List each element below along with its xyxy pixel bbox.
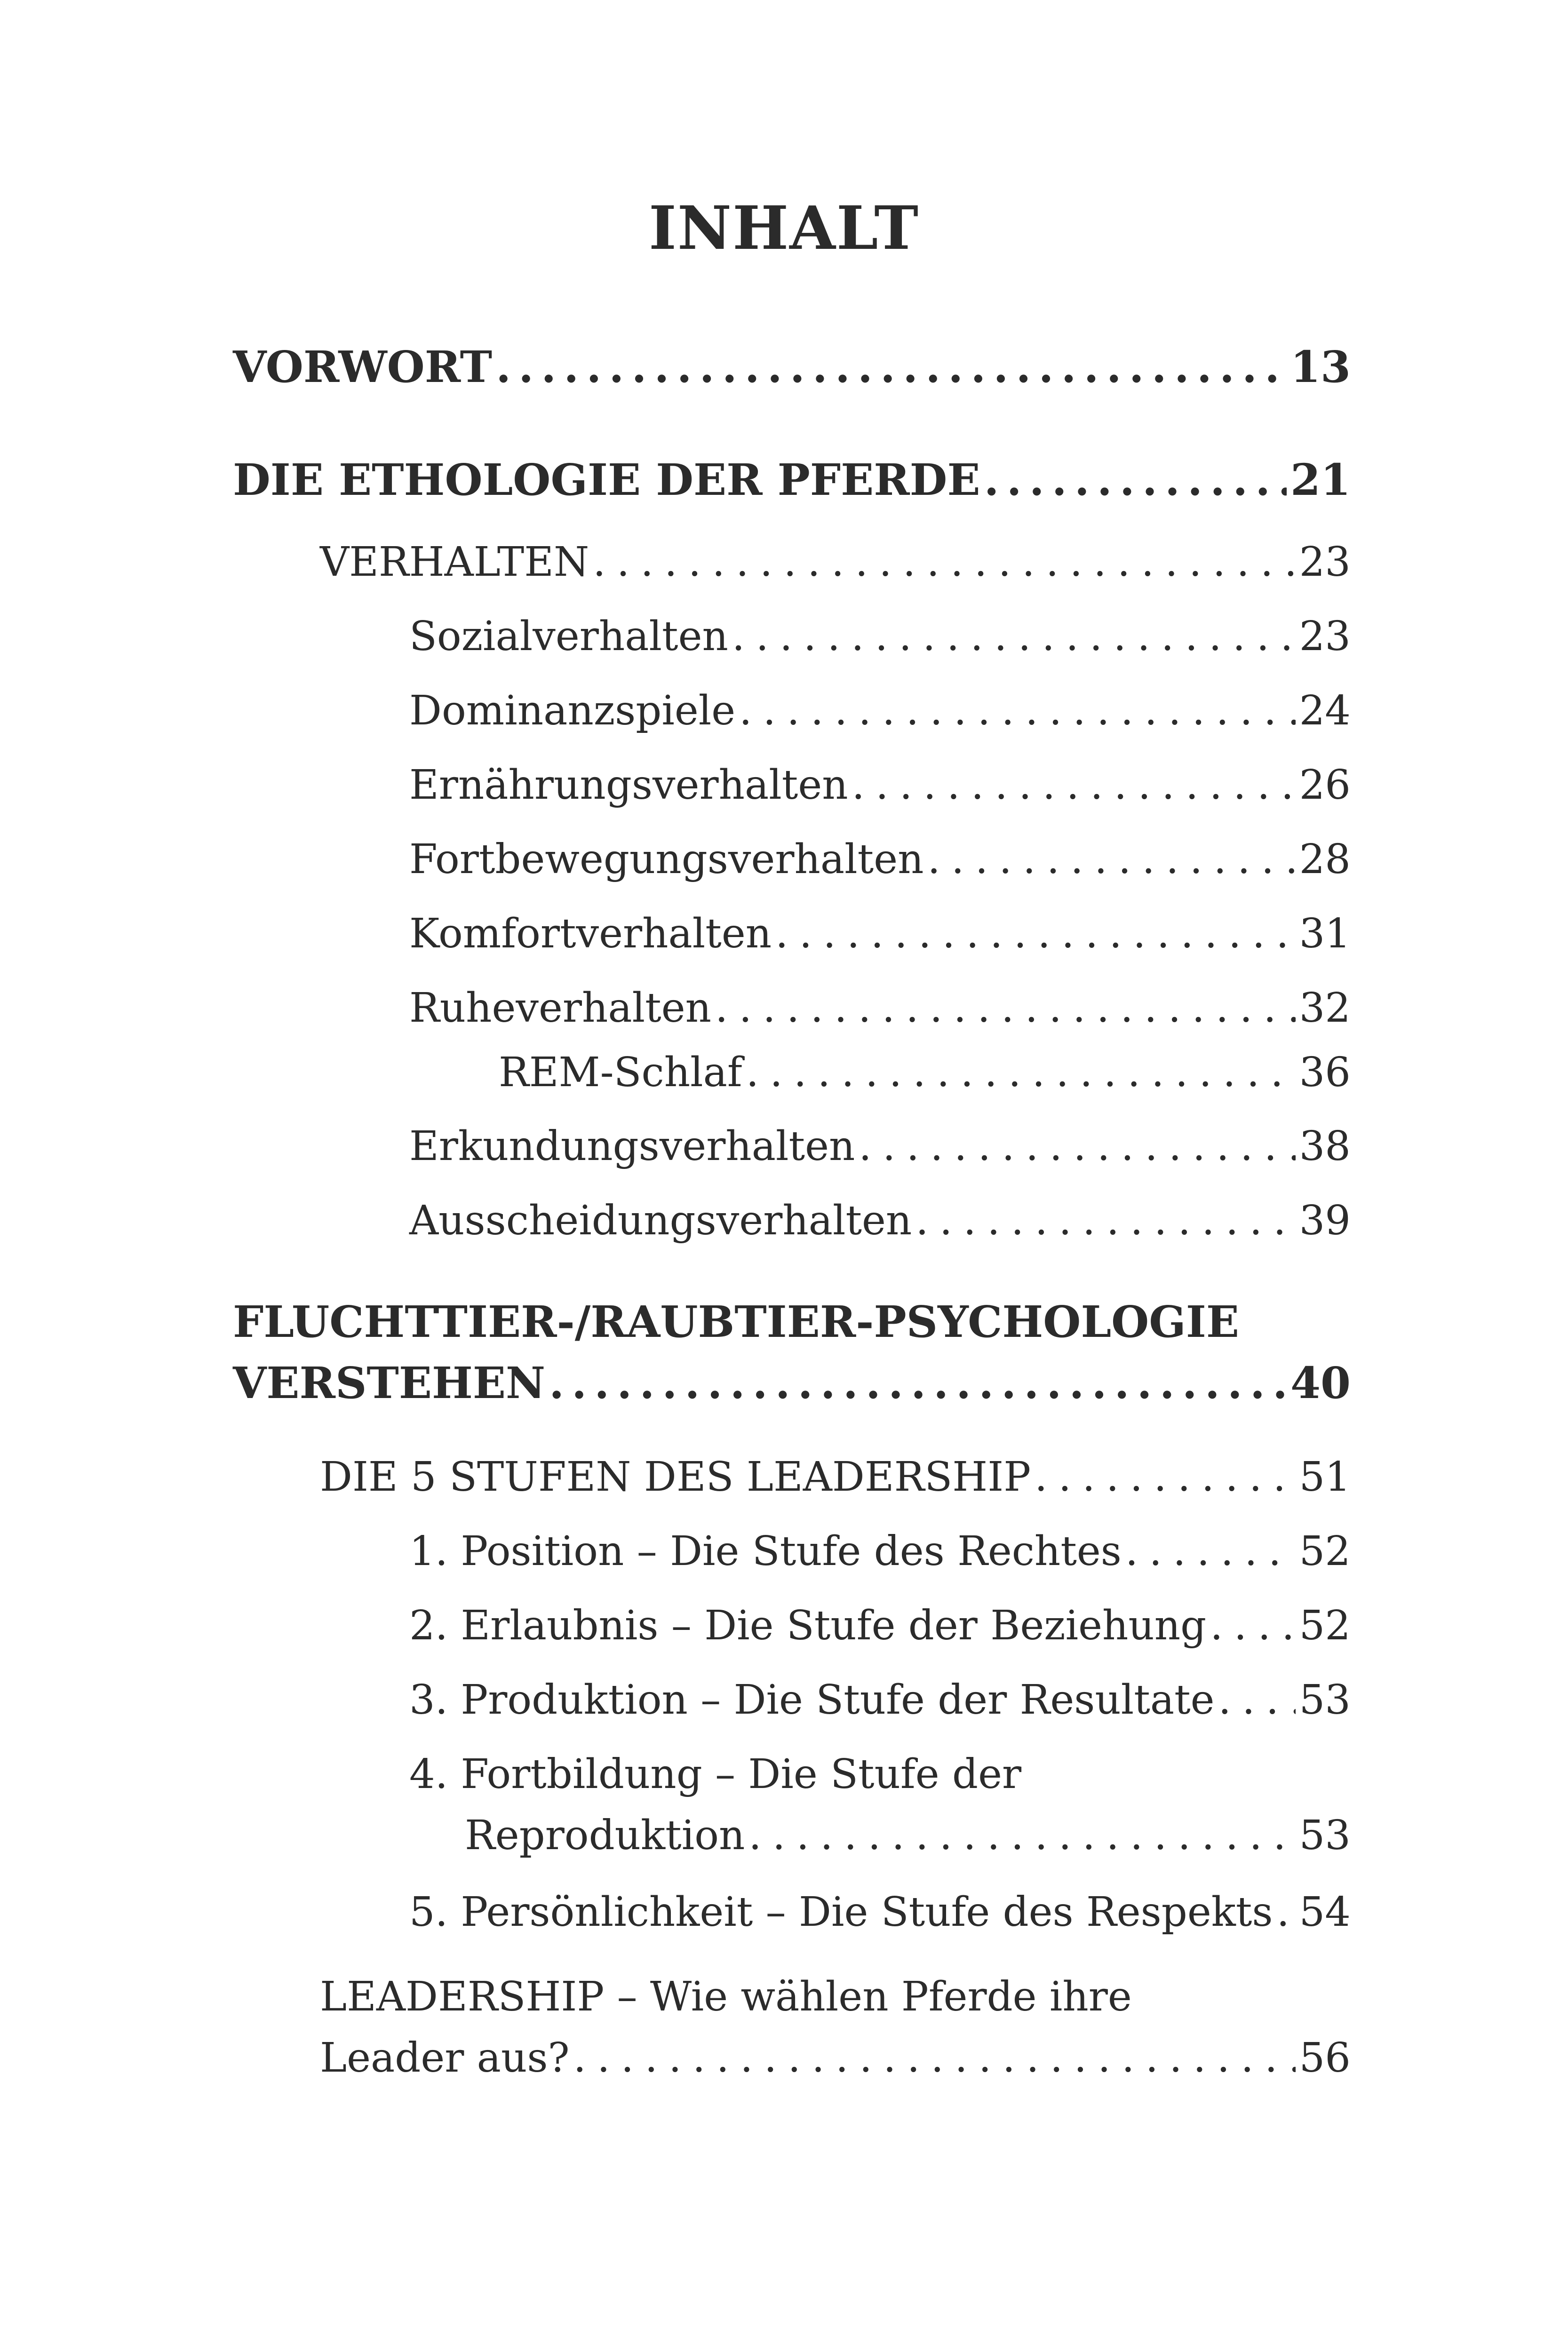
toc-entry[interactable] bbox=[409, 1190, 1351, 1251]
toc-entry-label: Ausscheidungsverhalten bbox=[409, 1197, 912, 1244]
page-title: INHALT bbox=[648, 193, 919, 263]
leader-dots bbox=[739, 680, 1295, 741]
toc-entry[interactable] bbox=[409, 903, 1351, 964]
leader-dots bbox=[915, 1190, 1295, 1251]
toc-entry[interactable] bbox=[233, 336, 1351, 397]
leader-dots bbox=[984, 449, 1287, 510]
toc-entry[interactable] bbox=[499, 1042, 1351, 1103]
toc-entry[interactable] bbox=[409, 755, 1351, 816]
toc-entry[interactable] bbox=[409, 1882, 1351, 1943]
leader-dots bbox=[593, 532, 1295, 593]
toc-entry-label: Dominanzspiele bbox=[409, 687, 736, 734]
toc-entry-label-line1: LEADERSHIP – Wie wählen Pferde ihre bbox=[320, 1973, 1132, 2020]
leader-dots bbox=[1035, 1446, 1295, 1508]
toc-entry-page: 24 bbox=[1299, 687, 1351, 734]
leader-dots bbox=[715, 977, 1296, 1039]
leader-dots bbox=[852, 755, 1296, 816]
toc-entry-label: Reproduktion bbox=[465, 1812, 745, 1859]
toc-entry-page: 38 bbox=[1299, 1123, 1351, 1170]
leader-dots bbox=[732, 606, 1296, 667]
toc-entry-label: Sozialverhalten bbox=[409, 613, 728, 660]
toc-entry-page: 23 bbox=[1299, 613, 1351, 660]
toc-entry-label: Komfortverhalten bbox=[409, 910, 772, 957]
toc-entry-label-line1: 4. Fortbildung – Die Stufe der bbox=[409, 1751, 1022, 1798]
leader-dots bbox=[1210, 1595, 1295, 1656]
toc-entry-page: 23 bbox=[1299, 539, 1351, 586]
toc-entry-page: 52 bbox=[1299, 1528, 1351, 1575]
toc-entry-page: 21 bbox=[1290, 454, 1351, 505]
toc-entry-label: Ruheverhalten bbox=[409, 985, 712, 1032]
toc-entry-page: 26 bbox=[1299, 762, 1351, 809]
toc-entry-page: 28 bbox=[1299, 836, 1351, 883]
toc-entry-label: REM-Schlaf bbox=[499, 1049, 742, 1096]
toc-entry-label: 3. Produktion – Die Stufe der Resultate bbox=[409, 1677, 1215, 1724]
toc-entry-label: Leader aus? bbox=[320, 2034, 570, 2082]
toc-entry-label: 2. Erlaubnis – Die Stufe der Beziehung bbox=[409, 1602, 1207, 1649]
toc-entry[interactable] bbox=[409, 829, 1351, 890]
leader-dots bbox=[1125, 1521, 1296, 1582]
toc-entry-page: 56 bbox=[1299, 2034, 1351, 2082]
toc-entry[interactable] bbox=[409, 1521, 1351, 1582]
toc-entry[interactable] bbox=[320, 532, 1351, 593]
toc-entry-label: VERSTEHEN bbox=[233, 1358, 546, 1408]
toc-entry-label: 5. Persönlichkeit – Die Stufe des Respekts bbox=[409, 1889, 1273, 1936]
toc-entry-label: 1. Position – Die Stufe des Rechtes bbox=[409, 1528, 1122, 1575]
toc-entry[interactable] bbox=[409, 1744, 1351, 1866]
toc-entry-page: 53 bbox=[1299, 1812, 1351, 1859]
toc-entry-label-line1: FLUCHTTIER-/RAUBTIER-PSYCHOLOGIE bbox=[233, 1296, 1239, 1347]
toc-entry[interactable] bbox=[409, 977, 1351, 1039]
toc-entry-label: VORWORT bbox=[233, 342, 493, 392]
toc-entry-label: DIE 5 STUFEN DES LEADERSHIP bbox=[320, 1454, 1031, 1501]
toc-entry[interactable] bbox=[233, 449, 1351, 510]
leader-dots bbox=[549, 1352, 1287, 1414]
toc-entry[interactable] bbox=[409, 606, 1351, 667]
leader-dots bbox=[859, 1116, 1295, 1177]
leader-dots bbox=[746, 1042, 1296, 1103]
toc-entry[interactable] bbox=[409, 1116, 1351, 1177]
toc-entry-label: Fortbewegungsverhalten bbox=[409, 836, 924, 883]
toc-entry[interactable] bbox=[409, 1595, 1351, 1656]
leader-dots bbox=[1218, 1669, 1296, 1731]
toc-entry-page: 51 bbox=[1299, 1454, 1351, 1501]
leader-dots bbox=[748, 1805, 1295, 1866]
toc-entry-label: Erkundungsverhalten bbox=[409, 1123, 855, 1170]
leader-dots bbox=[1277, 1882, 1296, 1943]
toc-entry-page: 39 bbox=[1299, 1197, 1351, 1244]
toc-entry-page: 52 bbox=[1299, 1602, 1351, 1649]
leader-dots bbox=[927, 829, 1295, 890]
leader-dots bbox=[573, 2027, 1296, 2089]
leader-dots bbox=[775, 903, 1295, 964]
toc-entry-page: 36 bbox=[1299, 1049, 1351, 1096]
toc-entry-page: 54 bbox=[1299, 1889, 1351, 1936]
toc-entry-page: 40 bbox=[1290, 1358, 1351, 1408]
toc-entry-label: VERHALTEN bbox=[320, 539, 589, 586]
toc-entry-page: 13 bbox=[1290, 342, 1351, 392]
toc-entry-page: 53 bbox=[1299, 1677, 1351, 1724]
toc-entry-page: 32 bbox=[1299, 985, 1351, 1032]
toc-entry[interactable] bbox=[320, 1966, 1351, 2089]
toc-entry[interactable] bbox=[320, 1446, 1351, 1508]
toc-entry-label: Ernährungsverhalten bbox=[409, 762, 848, 809]
toc-entry[interactable] bbox=[233, 1291, 1351, 1414]
toc-entry-label: DIE ETHOLOGIE DER PFERDE bbox=[233, 454, 980, 505]
leader-dots bbox=[496, 336, 1287, 397]
toc-entry[interactable] bbox=[409, 680, 1351, 741]
toc-entry[interactable] bbox=[409, 1669, 1351, 1731]
toc-entry-page: 31 bbox=[1299, 910, 1351, 957]
